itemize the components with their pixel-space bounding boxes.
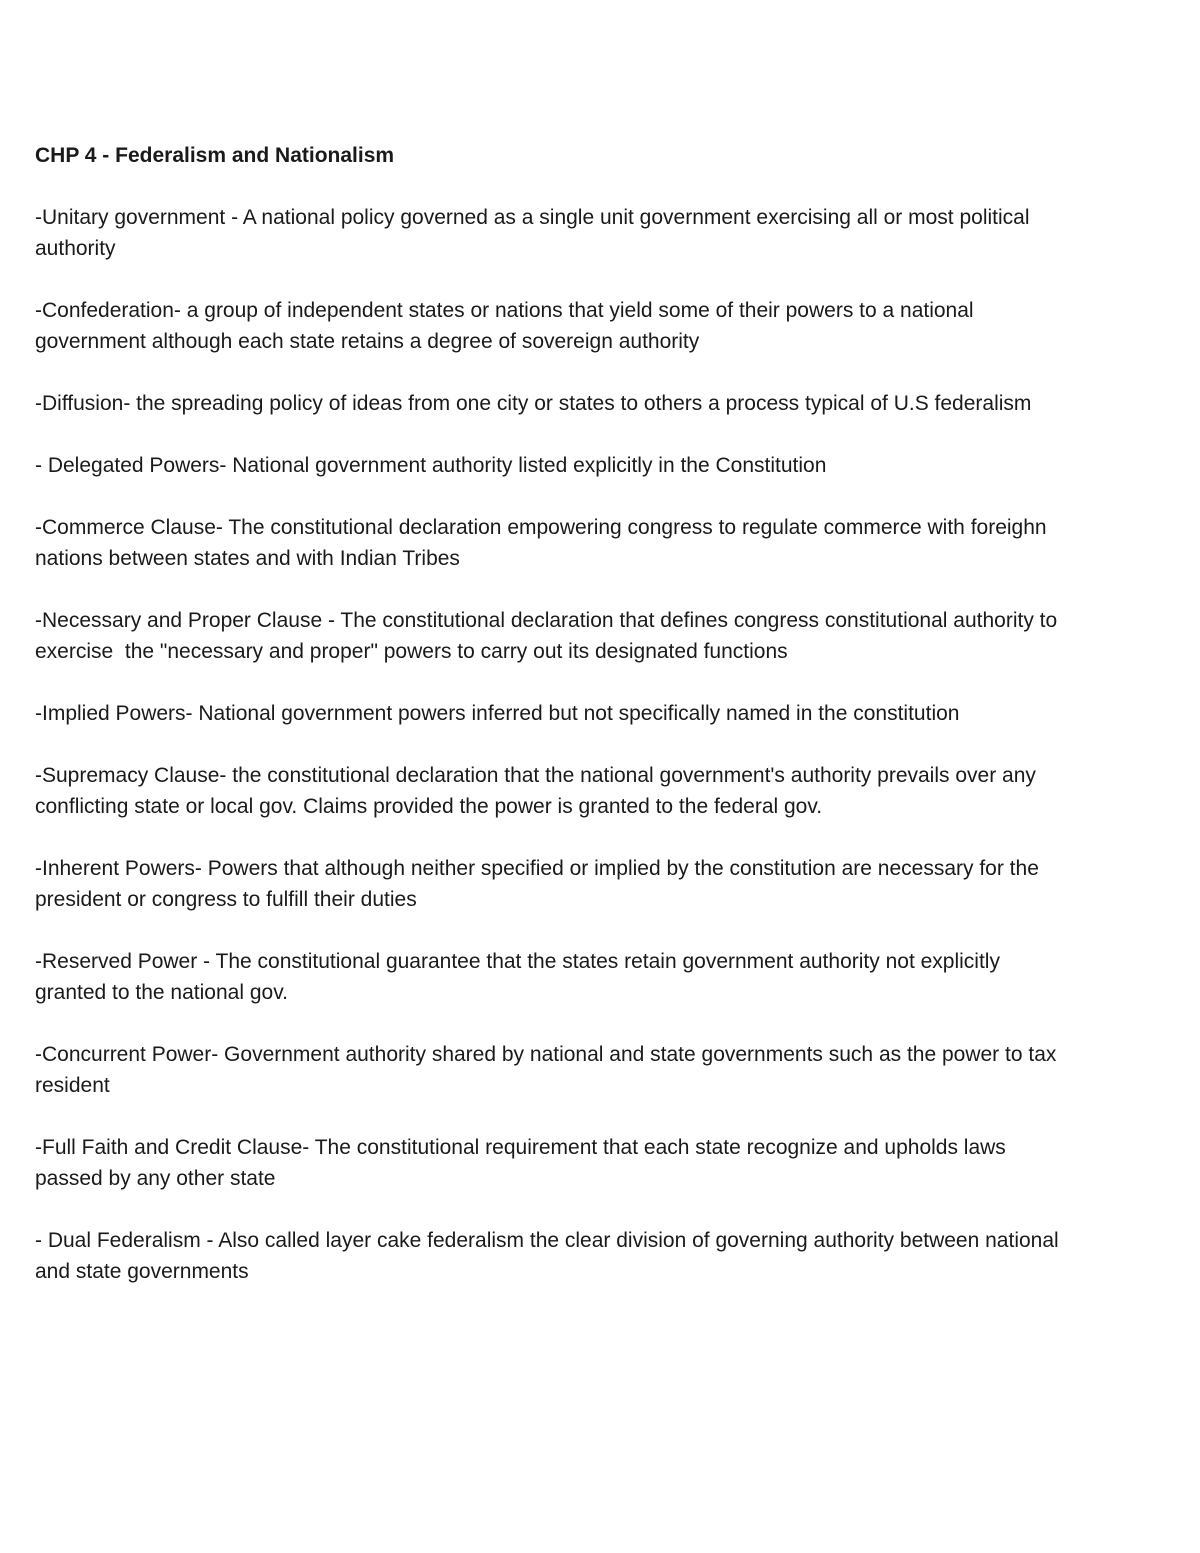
definition-necessary-and-proper-clause: -Necessary and Proper Clause - The constitutional declaration that defines congress constitutional authority to exercise the "necessary and proper" powers to carry out its designated functions: [35, 609, 1064, 663]
definition-commerce-clause: -Commerce Clause- The constitutional declaration empowering congress to regulate commerce with foreighn nations between states and with Indian Tribes: [35, 516, 1053, 570]
definition-delegated-powers: - Delegated Powers- National government authority listed explicitly in the Constitution: [35, 454, 827, 477]
definition-implied-powers: -Implied Powers- National government powers inferred but not specifically named in the constitution: [35, 702, 960, 725]
definition-reserved-power: -Reserved Power - The constitutional guarantee that the states retain government authority not explicitly granted to the national gov.: [35, 950, 1006, 1004]
definition-full-faith-and-credit-clause: -Full Faith and Credit Clause- The constitutional requirement that each state recognize and upholds laws passed by any other state: [35, 1136, 1012, 1190]
document-body: [35, 140, 1070, 1318]
definition-unitary-government: -Unitary government - A national policy governed as a single unit government exercising all or most political authority: [35, 206, 1036, 260]
definition-supremacy-clause: -Supremacy Clause- the constitutional declaration that the national government's authority prevails over any conflicting state or local gov. Claims provided the power is granted to the federal gov.: [35, 764, 1042, 818]
definition-concurrent-power: -Concurrent Power- Government authority shared by national and state governments such as the power to tax resident: [35, 1043, 1063, 1097]
definition-diffusion: -Diffusion- the spreading policy of ideas from one city or states to others a process typical of U.S federalism: [35, 392, 1032, 415]
document-title: CHP 4 - Federalism and Nationalism: [35, 144, 395, 167]
definition-inherent-powers: -Inherent Powers- Powers that although neither specified or implied by the constitution are necessary for the president or congress to fulfill their duties: [35, 857, 1045, 911]
definition-dual-federalism: - Dual Federalism - Also called layer cake federalism the clear division of governing authority between national and state governments: [35, 1229, 1065, 1283]
definition-confederation: -Confederation- a group of independent states or nations that yield some of their powers to a national government although each state retains a degree of sovereign authority: [35, 299, 980, 353]
